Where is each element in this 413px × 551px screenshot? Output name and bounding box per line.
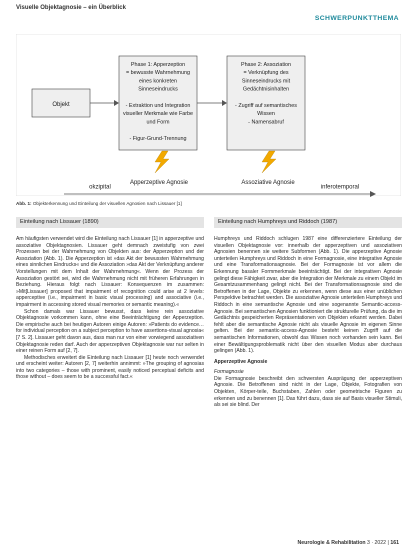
phase2-line-6: Wissen	[257, 111, 275, 118]
right-subheading: Apperzeptive Agnosie	[214, 358, 268, 365]
phase1-line-1: = bewusste Wahrnehmung	[125, 70, 191, 77]
apperceptive-agnosia-label: Apperzeptive Agnosie	[129, 180, 189, 186]
phase1-line-0: Phase 1: Apperzeption	[130, 62, 186, 68]
object-label: Objekt	[52, 102, 70, 108]
associative-agnosia-label: Assoziative Agnosie	[241, 180, 295, 186]
section-heading-lissauer: Einteilung nach Lissauer (1890)	[16, 217, 204, 228]
left-column	[16, 236, 204, 381]
phase1-line-5: - Extraktion und Integration	[125, 103, 191, 109]
section-label: SCHWERPUNKTTHEMA	[314, 15, 399, 22]
phase2-line-3: Gedächtnisinhalten	[242, 86, 290, 93]
phase1-line-3: Sinneseindrucks	[138, 86, 178, 93]
phase2-line-2: Sinneseindrucks mit	[241, 78, 291, 85]
phase1-line-6: visueller Merkmale wie Farbe	[122, 111, 194, 118]
figure-caption	[16, 201, 400, 207]
phase1-line-9: - Figur-Grund-Trennung	[129, 135, 187, 142]
left-paragraph-2: Schon damals war Lissauer bewusst, dass keine rein assoziative Objektagnosie vorkommen kann, ohne eine Beeinträchtigung der Apperzeption. Die empirische auch bei heutigen Autoren einige Autoren: »Patients do evidence… for individual perception on a subject perception to have assertions-visual agnosia« [7 S. 2]. Lissauer geht davon aus, dass man nur von einer vorwiegend assoziativen Objektagnosie reden darf. Auch der apperzeptiven Objektagnosie war nur selten in einer reinen Form auf [2, 7].	[16, 308, 204, 355]
figure-diagram	[16, 34, 401, 196]
footer-page-number: 161	[390, 540, 399, 546]
phase1-line-7: und Form	[146, 119, 170, 126]
phase2-line-1: = Verknüpfung des	[243, 70, 289, 77]
phase2-line-5: - Zugriff auf semantisches	[235, 103, 297, 109]
left-paragraph-3: Methodisches erweitert die Einteilung nach Lissauer [1] heute noch verwendet und erscheint weiter: Autoren [2, 7] weiterhin annimmt: »The grouping of agnosias into two categories – those with prominent, easily noticed perceptual deficits and those without – does seem to be a successful fact.«	[16, 354, 204, 381]
phase1-line-2: eines konkreten	[138, 78, 178, 85]
caption-text: Objekterkennung und Einteilung der visuellen Agnosien nach Lissauer [1]	[32, 201, 182, 206]
section-heading-humphreys: Einteilung nach Humphreys und Riddoch (1987)	[214, 217, 402, 228]
phase2-line-7: - Namensabruf	[248, 119, 284, 126]
anatomy-axis	[40, 183, 380, 199]
right-paragraph-1: Humphreys und Riddoch schlugen 1987 eine differenziertere Einteilung der visuellen Objektagnosie vor: innerhalb der apperzeptiven und assoziativen Agnosien benennen sie weitere Subformen (Abb. 1). Die apperzeptive Agnosie unterteilen Humphreys und Riddoch in eine Formagnosie, eine integrative Agnosie und eine Transformationsagnosie. Bei der Formagnosie ist vor allem die Erkennung basaler Formmerkmale beeinträchtigt. Bei der integrativen Agnosie gelingt diese Fähigkeit zwar, aber die Integration der Merkmale zu einem Objekt im Gesamtzusammenhang gelingt nicht. Bei der Transformationsagnosie sind die Betroffenen in der Lage, Objekte zu erkennen, wenn diese aus einer unüblichen Perspektive betrachtet werden. Die assoziative Agnosie unterteilen Humphreys und Riddoch in eine semantische Agnosie und eine sogenannte Semantic-access-Agnosie. Bei semantischen Agnosien funktioniert die strukturelle Prüfung, da die im Gedächtnis gespeicherten Repräsentationen von Objekten erkannt werden. Dabei fehlt aber die semantische Agnosie nicht als visuelle Agnosie im eigenen Sinne gelten. Bei der semantic-access-Agnosie besteht keinen Zugriff auf die semantischen Informationen, obwohl das Wissen noch vorhanden sein kann. Bei einer Bewältigungsproblematik nicht über den visuellen Modus aber durchaus gelingen (Abb. 1).	[214, 236, 403, 355]
axis-left-label: okzipital	[89, 184, 111, 191]
running-head: Visuelle Objektagnosie – ein Überblick	[16, 5, 126, 11]
right-subsubheading: Formagnosie	[214, 369, 244, 376]
right-paragraph-2: Die Formagnosie beschreibt den schwersten Ausprägung der apperzeptiven Agnosie. Die Betroffenen sind nicht in der Lage, Objekte, Fotografien von Objekten, Körper-teile, Buchstaben, Zahlen oder geometrische Figuren zu erkennen und zu benennen [1]. Das führt dazu, dass sie auf Basis visueller Stimuli, als sei sie blind. Der	[214, 375, 402, 409]
left-paragraph-1: Am häufigsten verwendet wird die Einteilung nach Lissauer [1] in apperzeptive und assoziative Objektagnosien. Lissauer geht demnach zweistufig von zwei Prozessen bei der Wahrnehmung von Objekten aus: der Apperzeption und der Assoziation (Abb. 1). Die Apperzeption ist »das Akt der bewussten Wahrnehmung eines sinnlichen Eindrucks« und die Assoziation »das Akt der Verknüpfung anderer Vorstellungen mit dem Inhalt der Wahrnehmung«. Wenn der Prozess der Assoziation gestört sei, wird die Wahrnehmung nicht mit früheren Erfahrungen in Beziehung. Hieraus folgt nach Lissauer: Konsequenzen im zusammen: »Mit[Lissauer] proposed that impairment of recognition could arise at 2 levels: apperceptive (i.e., impairment in basic visual processing) and associative (i.e., impairment in accessing stored visual memories or semantic meaning).«	[16, 236, 204, 308]
footer-journal: Neurologie & Rehabilitation	[297, 540, 366, 546]
footer-issue: 3 · 2022	[367, 540, 387, 546]
caption-label: Abb. 1:	[16, 201, 32, 206]
axis-right-label: inferotemporal	[320, 184, 360, 191]
phase2-line-0: Phase 2: Assoziation	[240, 62, 292, 68]
page-footer: Neurologie & Rehabilitation 3 · 2022 | 161	[297, 540, 399, 546]
right-column	[214, 236, 402, 409]
